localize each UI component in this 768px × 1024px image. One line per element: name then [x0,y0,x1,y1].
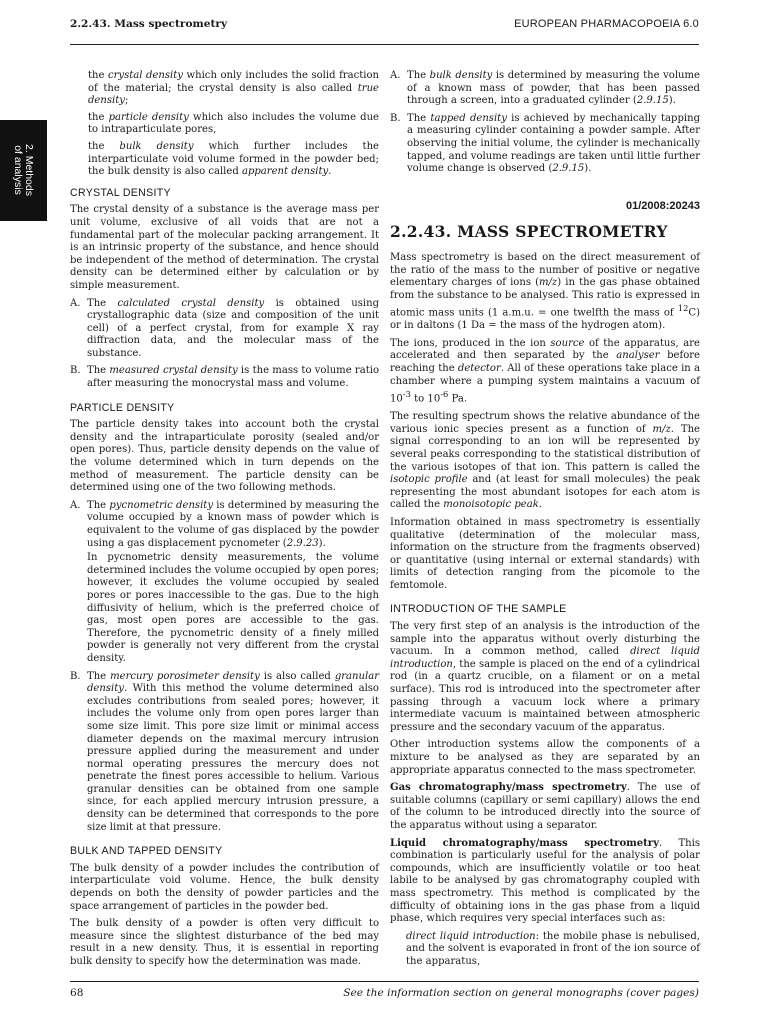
paragraph-particle-density: The particle density takes into account both the crystal density and the intraparticulate porosity (sealed and/or open pores). Thus, particle density depends on the value of the volume determined which in turn depends on the method of measurement. The particle density can be determined using one of the two following methods. [70,419,379,494]
heading-bulk-tapped-density: BULK AND TAPPED DENSITY [70,845,223,858]
page-footer [70,981,699,999]
list-item-mercury-porosimeter-density: B. The mercury porosimeter density is also called granular density. With this method the volume determined also excludes contributions from sealed pores; however, it includes the volume only from open pores larger than some size limit. This pore size limit or minimal access diameter depends on the maximal mercury intrusion pressure applied during the measurement and under normal operating pressures the mercury does not penetrate the finest pores accessible to helium. Various granular densities can be obtained from one sample since, for each applied mercury intrusion pressure, a density can be determined that corresponds to the pore size limit at that pressure. [70,670,379,833]
paragraph-crystal-density: The crystal density of a substance is the average mass per unit volume, exclusive of all voids that are not a fundamental part of the molecular packing arrangement. It is an intrinsic property of the substance, and hence should be independent of the method of determination. The crystal density can be determined either by calculation or by simple measurement. [70,204,379,291]
paragraph-direct-liquid-introduction: direct liquid introduction: the mobile phase is nebulised, and the solvent is evaporated in front of the ion source of the apparatus, [406,930,700,967]
page-number: 68 [70,987,84,999]
header-section-title: 2.2.43. Mass spectrometry [70,18,228,30]
paragraph-lc-ms: Liquid chromatography/mass spectrometry. This combination is particularly useful for the analysis of polar compounds, which are insufficiently volatile or too heat labile to be analysed by gas chromatography coupled with mass spectrometry. This method is complicated by the difficulty of obtaining ions in the gas phase from a liquid phase, which requires very special interfaces such as: [390,837,700,925]
monograph-title: 2.2.43. MASS SPECTROMETRY [390,222,668,242]
right-column [390,70,700,974]
list-item-pycnometric-density: A. The pycnometric density is determined by measuring the volume occupied by a known mass of powder which is equivalent to the volume of gas displaced by the powder using a gas displacement pycnometer (2.9.23). In pycnometric density measurements, the volume determined includes the volume occupied by open pores; however, it excludes the volume occupied by sealed pores or pores inaccessible to the gas. Due to the high diffusivity of helium, which is the preferred choice of gas, most open pores are accessible to the gas. Therefore, the pycnometric density of a finely milled powder is generally not very different from the crystal density. [70,499,380,664]
paragraph-bulk-density-1: The bulk density of a powder includes the contribution of interparticulate void volume. Hence, the bulk density depends on both the density of powder particles and the space arrangement of particles in the powder bed. [70,862,379,912]
side-tab-label: 2. Methods of analysis [12,144,35,196]
chapter-side-tab [0,120,47,221]
header-publication-title: EUROPEAN PHARMACOPOEIA 6.0 [514,18,699,30]
paragraph-bulk-density-2: The bulk density of a powder is often very difficult to measure since the slightest disturbance of the bed may result in a new density. Thus, it is essential in reporting bulk density to specify how the determination was made. [70,918,379,967]
paragraph-ms-ions: The ions, produced in the ion source of the apparatus, are accelerated and then separated by the analyser before reaching the detector. All of these operations take place in a chamber where a pumping system maintains a vacuum of $10^{-3}$ to $10^{-6}$ Pa. [390,337,700,405]
list-item-bulk-density: A. The bulk density is determined by measuring the volume of a known mass of powder, that has been passed through a screen, into a graduated cylinder (2.9.15). [390,70,700,107]
paragraph-ms-information: Information obtained in mass spectrometry is essentially qualitative (determination of the molecular mass, information on the structure from the fragments observed) or quantitative (using internal or external standards) with limits of detection ranging from the picomole to the femtomole. [390,516,700,591]
paragraph-gc-ms: Gas chromatography/mass spectrometry. The use of suitable columns (capillary or semi capillary) allows the end of the column to be introduced directly into the source of the apparatus without using a separator. [390,782,700,831]
paragraph-introduction-1: The very first step of an analysis is the introduction of the sample into the apparatus without overly disturbing the vacuum. In a common method, called direct liquid introduction, the sample is placed on the end of a cylindrical rod (in a quartz crucible, on a filament or on a metal surface). This rod is introduced into the spectrometer after passing through a vacuum lock where a primary intermediate vacuum is maintained between atmospheric pressure and the secondary vacuum of the apparatus. [390,621,700,733]
running-header [70,14,699,45]
heading-crystal-density: CRYSTAL DENSITY [70,186,171,199]
list-item-calculated-crystal-density: A. The calculated crystal density is obtained using crystallographic data (size and composition of the unit cell) of a perfect crystal, from for example X ray diffraction data, and the molecular mass of the substance. [70,297,380,359]
left-column [70,70,379,974]
list-item-measured-crystal-density: B. The measured crystal density is the mass to volume ratio after measuring the monocrystal mass and volume. [70,365,380,390]
definition-crystal-density: the crystal density which only includes the solid fraction of the material; the crystal density is also called true density; [88,70,379,107]
paragraph-ms-spectrum: The resulting spectrum shows the relative abundance of the various ionic species present as a function of m/z. The signal corresponding to an ion will be represented by several peaks corresponding to the statistical distribution of the various isotopes of that ion. This pattern is called the isotopic profile and (at least for small molecules) the peak representing the most abundant isotopes for each atom is called the monoisotopic peak. [390,411,700,511]
monograph-reference-number: 01/2008:20243 [625,199,700,212]
paragraph-introduction-2: Other introduction systems allow the components of a mixture to be analysed as they are separated by an appropriate apparatus connected to the mass spectrometer. [390,739,700,776]
heading-particle-density: PARTICLE DENSITY [70,401,175,414]
paragraph-ms-principle: Mass spectrometry is based on the direct measurement of the ratio of the mass to the number of positive or negative elementary charges of ions (m/z) in the gas phase obtained from the substance to be analysed. This ratio is expressed in atomic mass units (1 a.m.u. = one twelfth the mass of $^{12}$C) or in daltons (1 Da = the mass of the hydrogen atom). [390,251,700,332]
list-item-tapped-density: B. The tapped density is achieved by mechanically tapping a measuring cylinder containing a powder sample. After observing the initial volume, the cylinder is mechanically tapped, and volume readings are taken until little further volume change is observed (2.9.15). [390,112,701,175]
definition-particle-density: the particle density which also includes the volume due to intraparticulate pores, [88,111,379,136]
definition-bulk-density: the bulk density which further includes the interparticulate void volume formed in the powder bed; the bulk density is also called apparent density. [88,140,379,178]
footer-note: See the information section on general monographs (cover pages) [343,987,699,999]
heading-introduction-of-sample: INTRODUCTION OF THE SAMPLE [390,603,567,616]
